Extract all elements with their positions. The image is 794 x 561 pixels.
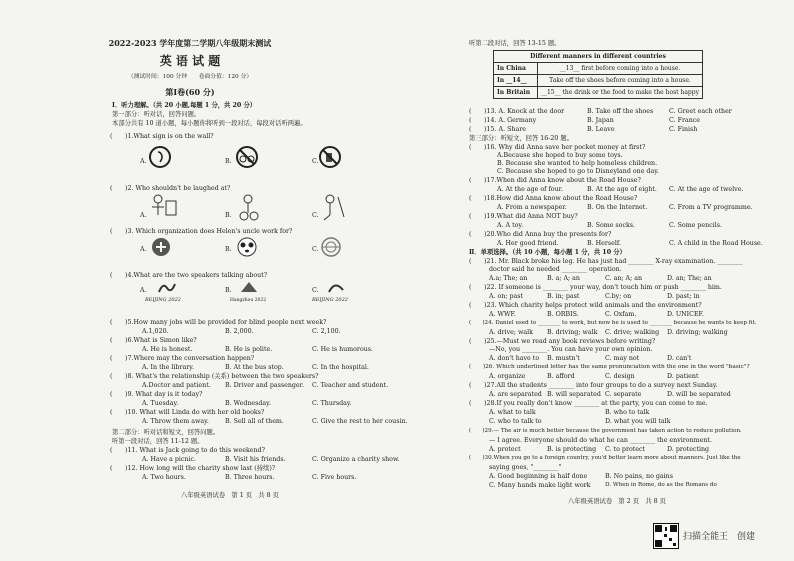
question-20: ( )20.Who did Anna buy the presents for?	[469, 231, 612, 238]
table-row	[494, 63, 703, 75]
question-28: ( )28.If you really don't know ________ at the party, you can come to me.	[469, 400, 708, 407]
section-2-title: Ⅱ．单项选择。（共 10 小题，每小题 1 分，共 10 分）	[469, 249, 626, 256]
question-1: ( )1.What sign is on the wall?	[110, 133, 214, 140]
question-25: ( )25.—Must we read any book reviews before writing?	[469, 338, 656, 345]
q24-option-a: A. drive; walk	[489, 329, 533, 336]
q23-option-c: C. Oxfam.	[605, 311, 637, 318]
q24-option-d: D. driving; walking	[667, 329, 728, 336]
q16-option-a: A.Because she hoped to buy some toys.	[497, 152, 623, 159]
q18-option-b: B. On the Internet.	[587, 204, 648, 211]
q2-option-b: B.	[225, 212, 232, 219]
question-9: ( )9. What day is it today?	[110, 391, 203, 398]
q4-caption-b: Hangzhou 2022	[230, 298, 267, 303]
q27-option-b: B. will separated	[547, 391, 601, 398]
q19-option-c: C. Some pencils.	[669, 222, 723, 229]
question-13: ( )13. A. Knock at the door	[469, 108, 565, 115]
question-10: ( )10. What will Linda do with her old books?	[110, 409, 265, 416]
q8-option-a: A.Doctor and patient.	[142, 382, 211, 389]
question-15: ( )15. A. Share	[469, 126, 526, 133]
q10-option-a: A. Throw them away.	[142, 418, 209, 425]
q4-caption-c: BEIJING 2022	[312, 297, 348, 303]
q14-option-b: B. Japan	[587, 117, 614, 124]
q1-option-a: A.	[140, 158, 147, 165]
q23-option-b: B. ORBIS.	[547, 311, 579, 318]
q5-option-a: A.1,020.	[142, 328, 169, 335]
table-row	[494, 87, 703, 99]
q22-option-b: B. in; past	[547, 293, 580, 300]
q12-option-c: C. Five hours.	[312, 474, 357, 481]
no-smoking-icon	[148, 145, 172, 169]
q8-option-c: C. Teacher and student.	[312, 382, 389, 389]
question-4: ( )4.What are the two speakers talking about?	[110, 272, 268, 279]
q1-option-c: C.	[312, 158, 319, 165]
q20-option-b: B. Herself.	[587, 240, 621, 247]
q7-option-c: C. In the hospital.	[312, 364, 369, 371]
question-29: ( )29.— The air is much better because the government has taken action to reduce pollution.	[469, 428, 742, 434]
page-footer: 八年级英语试卷 第 2 页 共 8 页	[568, 498, 666, 505]
q29-option-a: A. protect	[489, 446, 521, 453]
q3-option-c: C.	[312, 246, 319, 253]
scanner-watermark: 扫描全能王 创建	[683, 532, 756, 542]
q30-option-d: D. When in Rome, do as the Romans do	[605, 482, 717, 488]
table-row-label: In __14__	[494, 75, 538, 87]
q4-option-c: C.	[312, 287, 319, 294]
person-sketch-b-image	[232, 193, 264, 221]
question-8: ( )8. What's the relationship (关系) between the two speakers?	[110, 373, 319, 380]
question-3: ( )3. Which organization does Helen's uncle work for?	[110, 228, 293, 235]
q25-option-b: B. mustn't	[547, 355, 580, 362]
q13-option-c: C. Greet each other	[669, 108, 732, 115]
q26-option-b: B. afford	[547, 373, 575, 380]
wwf-panda-logo-icon	[236, 236, 258, 258]
q2-option-c: C.	[312, 212, 319, 219]
question-22: ( )22. If someone is ________ your way, don't touch him or push ________ him.	[469, 284, 722, 291]
q15-option-b: B. Leave	[587, 126, 615, 133]
question-24: ( )24. Daniel used to ________ to work, but now he is used to ________ because he wants to keep fit.	[469, 320, 757, 326]
oxfam-logo-icon	[150, 236, 172, 258]
exam-header: 2022-2023 学年度第二学期八年级期末测试	[108, 38, 272, 48]
q13-option-b: B. Take off the shoes	[587, 108, 654, 115]
q11-option-a: A. Have a picnic.	[142, 456, 197, 463]
q5-option-c: C. 2,100.	[312, 328, 341, 335]
q17-option-a: A. At the age of four.	[497, 186, 563, 193]
question-25-line-2: —No, you ________. You can have your own opinion.	[489, 346, 653, 353]
beijing-paralympics-emblem-icon	[325, 280, 347, 294]
q11-option-b: B. Visit his friends.	[225, 456, 286, 463]
q25-option-a: A. don't have to	[489, 355, 540, 362]
q22-option-c: C.by; on	[605, 293, 632, 300]
question-23: ( )23. Which charity helps protect wild animals and the environment?	[469, 302, 702, 309]
question-2: ( )2. Who shouldn't be laughed at?	[110, 185, 231, 192]
q28-option-a: A. what to talk	[489, 409, 536, 416]
q26-option-c: C. design	[605, 373, 635, 380]
question-30-line-2: saying goes, "________"	[489, 464, 562, 471]
table-row-label: In China	[494, 63, 538, 75]
q24-option-c: C. drive; walking	[605, 329, 660, 336]
question-27: ( )27.All the students ________ into four groups to do a survey next Sunday.	[469, 382, 718, 389]
section-note-2: 听第一段对话，回答 11-12 题。	[112, 438, 204, 445]
q29-option-c: C. to protect	[605, 446, 646, 453]
q22-option-a: A. on; past	[489, 293, 524, 300]
q12-option-b: B. Three hours.	[225, 474, 275, 481]
q20-option-a: A. Her good friend.	[497, 240, 559, 247]
no-bicycles-icon	[235, 145, 259, 169]
q21-option-b: B. a; A; an	[547, 275, 580, 282]
q19-option-a: A. A toy.	[497, 222, 524, 229]
person-sketch-a-image	[148, 193, 180, 221]
q17-option-c: C. At the age of twelve.	[669, 186, 744, 193]
q25-option-c: C. may not	[605, 355, 640, 362]
q30-option-a: A. Good beginning is half done	[489, 473, 588, 480]
no-food-icon	[318, 145, 342, 169]
q4-caption-a: BEIJING 2022	[145, 297, 181, 303]
q30-option-c: C. Many hands make light work	[489, 482, 591, 489]
q4-option-a: A.	[140, 287, 147, 294]
q27-option-c: C. separate	[605, 391, 642, 398]
q23-option-a: A. WWF.	[489, 311, 516, 318]
q3-option-b: B.	[225, 246, 232, 253]
q5-option-b: B. 2,000.	[225, 328, 254, 335]
q7-option-a: A. In the library.	[142, 364, 194, 371]
question-19: ( )19.What did Anna NOT buy?	[469, 213, 578, 220]
q6-option-c: C. He is humorous.	[312, 346, 374, 353]
q10-option-b: B. Sell all of them.	[225, 418, 284, 425]
question-18: ( )18.How did Anna know about the Road House?	[469, 195, 638, 202]
q9-option-c: C. Thursday.	[312, 400, 352, 407]
q6-option-b: B. He is polite.	[225, 346, 273, 353]
q17-option-b: B. At the age of eight.	[587, 186, 657, 193]
question-29-line-2: — I agree. Everyone should do what he can ________ the environment.	[489, 437, 712, 444]
q24-option-b: B. driving; walk	[547, 329, 598, 336]
q11-option-c: C. Organize a charity show.	[312, 456, 400, 463]
question-16: ( )16. Why did Anna save her pocket money at first?	[469, 144, 646, 151]
table-row-text: __15__ the drink or the food to make the host happy	[537, 87, 702, 99]
q21-option-d: D. an; The; an	[667, 275, 712, 282]
section-part-2: 第二部分：听对话和短文，回答问题。	[112, 429, 220, 436]
q19-option-b: B. Some socks.	[587, 222, 636, 229]
question-5: ( )5.How many jobs will be provided for blind people next week?	[110, 319, 327, 326]
q16-option-b: B. Because she wanted to help homeless children.	[497, 160, 658, 167]
q22-option-d: D. past; in	[667, 293, 700, 300]
q18-option-c: C. From a TV programme.	[669, 204, 753, 211]
question-7: ( )7.Where may the conversation happen?	[110, 355, 255, 362]
q29-option-d: D. protecting	[667, 446, 710, 453]
q1-option-b: B.	[225, 158, 232, 165]
question-30: ( )30.When you go to a foreign country, you'd better learn more about manners. Just like the	[469, 455, 741, 461]
right-page	[397, 0, 794, 561]
table-row-text: __13__ first before coming into a house.	[537, 63, 702, 75]
q16-option-c: C. Because she hoped to go to Disneyland one day.	[497, 168, 659, 175]
person-sketch-c-image	[318, 193, 350, 221]
q9-option-b: B. Wednesday.	[225, 400, 271, 407]
section-part-3: 第三部分：听短文，回答 16-20 题。	[469, 135, 574, 142]
question-17: ( )17.When did Anna know about the Road House?	[469, 177, 641, 184]
page-footer: 八年级英语试卷 第 1 页 共 8 页	[181, 492, 279, 499]
q3-option-a: A.	[140, 246, 147, 253]
exam-info: （测试时间：100 分钟 卷面分值：120 分）	[127, 74, 253, 80]
q29-option-b: B. is protecting	[547, 446, 597, 453]
q30-option-b: B. No pains, no gains	[605, 473, 673, 480]
q6-option-a: A. He is honest.	[142, 346, 193, 353]
hangzhou-asian-games-emblem-icon	[240, 280, 258, 294]
q4-option-b: B.	[225, 287, 232, 294]
q8-option-b: B. Driver and passenger.	[225, 382, 304, 389]
manners-table	[493, 50, 703, 99]
part-title: 第Ⅰ卷(60 分)	[165, 87, 215, 97]
question-6: ( )6.What is Simon like?	[110, 337, 197, 344]
q25-option-d: D. can't	[667, 355, 692, 362]
q28-option-b: B. who to talk	[605, 409, 650, 416]
q20-option-c: C. A child in the Road House.	[669, 240, 763, 247]
q26-option-d: D. patient	[667, 373, 699, 380]
q12-option-a: A. Two hours.	[142, 474, 186, 481]
un-emblem-logo-icon	[320, 236, 342, 258]
q14-option-c: C. France	[669, 117, 701, 124]
q18-option-a: A. From a newspaper.	[497, 204, 567, 211]
q10-option-c: C. Give the rest to her cousin.	[312, 418, 408, 425]
q23-option-d: D. UNICEF.	[667, 311, 704, 318]
q9-option-a: A. Tuesday.	[142, 400, 179, 407]
q21-option-a: A.a; The; an	[489, 275, 528, 282]
section-title: Ⅰ．听力理解。（共 20 小题,每题 1 分，共 20 分）	[112, 102, 257, 109]
q15-option-c: C. Finish	[669, 126, 698, 133]
question-12: ( )12. How long will the charity show last (持续)?	[110, 465, 276, 472]
question-14: ( )14. A. Germany	[469, 117, 537, 124]
q26-option-a: A. organize	[489, 373, 526, 380]
q27-option-a: A. are separated	[489, 391, 542, 398]
section-note: 本部分共有 10 道小题，每小题你将听到一段对话，每段对话听两遍。	[112, 120, 307, 127]
table-row-label: In Britain	[494, 87, 538, 99]
beijing-olympics-emblem-icon	[155, 280, 177, 294]
table-row	[494, 75, 703, 87]
listening-intro: 听第二段对话，回答 13-15 题。	[469, 40, 561, 47]
exam-title: 英 语 试 题	[159, 54, 221, 68]
q21-option-c: C. an; A; an	[605, 275, 643, 282]
q28-option-c: C. who to talk to	[489, 418, 542, 425]
qr-code-icon	[653, 523, 679, 549]
table-row-text: Take off the shoes before coming into a house.	[537, 75, 702, 87]
question-26: ( )26. Which underlined letter has the same pronunciation with the one in the word "basic"?	[469, 364, 750, 370]
question-21: ( )21. Mr. Black broke his leg. He has just had ________ X-ray examination. ________	[469, 258, 743, 265]
q28-option-d: D. what you will talk	[605, 418, 671, 425]
question-21-line-2: doctor said he needed ________ operation.	[489, 266, 622, 273]
q27-option-d: D. will be separated	[667, 391, 731, 398]
q2-option-a: A.	[140, 212, 147, 219]
table-heading: Different manners in different countries	[494, 51, 703, 63]
q7-option-b: B. At the bus stop.	[225, 364, 284, 371]
section-part: 第一部分：听对话，回答问题。	[112, 111, 201, 118]
question-11: ( )11. What is Jack going to do this weekend?	[110, 447, 265, 454]
